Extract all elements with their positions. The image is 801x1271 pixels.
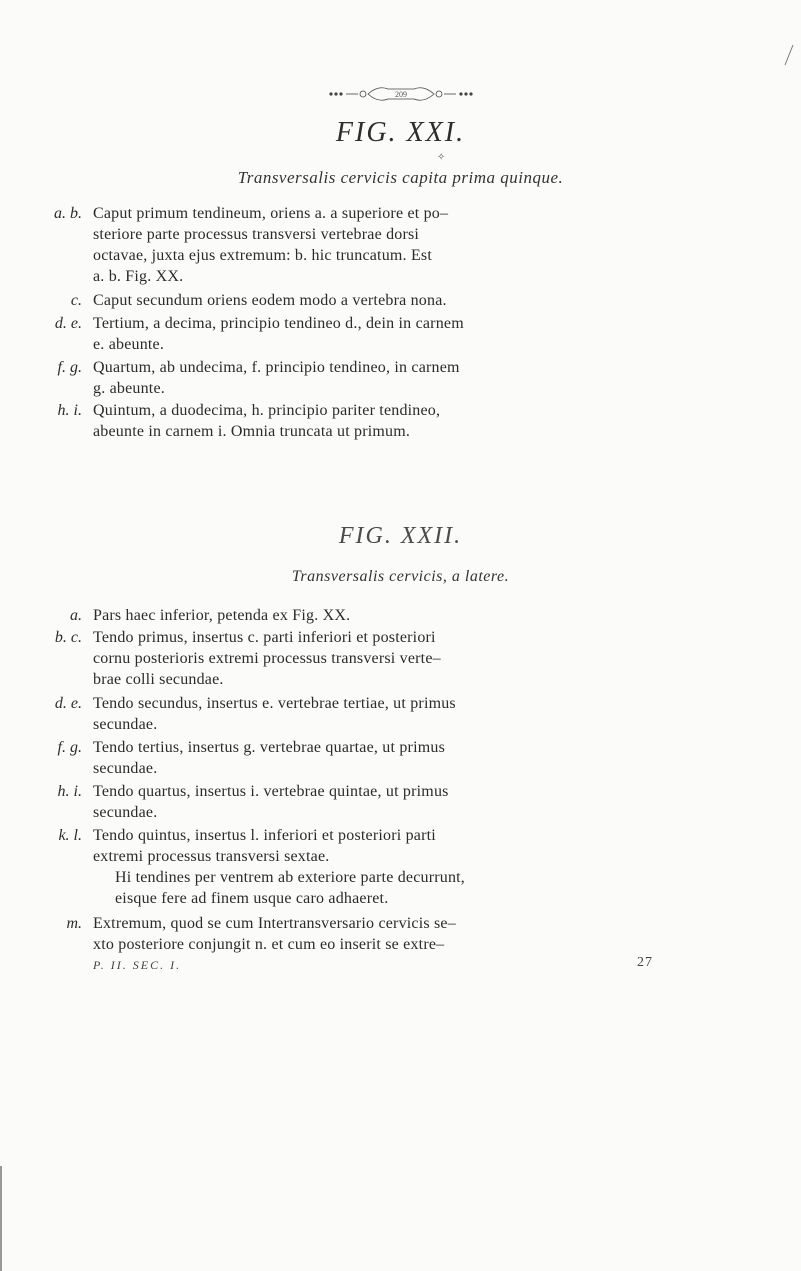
entry-text: Tertium, a decima, principio tendineo d., dein in carnem e. abeunte.: [93, 315, 464, 353]
entry-text: Pars haec inferior, petenda ex Fig. XX.: [93, 607, 351, 624]
scan-edge-line: [0, 1166, 2, 1271]
entry-label: h. i.: [57, 783, 82, 800]
entry-label: b. c.: [54, 629, 82, 646]
entry-text: Tendo primus, insertus c. parti inferiori et posteriori cornu posterioris extremi processus transversi verte– brae colli secundae.: [93, 629, 441, 688]
entry-label: a. b.: [54, 205, 82, 222]
entry-label: d. e.: [54, 315, 82, 332]
entry-text: Tendo secundus, insertus e. vertebrae tertiae, ut primus secundae.: [93, 695, 456, 733]
signature-mark: P. II. SEC. I.: [93, 958, 182, 972]
entry-label: a.: [70, 607, 82, 624]
entry-label: f. g.: [57, 739, 82, 756]
fig21-title: FIG. XXI.: [335, 117, 466, 148]
fig22-title: FIG. XXII.: [338, 523, 463, 549]
fig22-subtitle: Transversalis cervicis, a latere.: [291, 568, 510, 585]
entry-text: Tendo quartus, insertus i. vertebrae quintae, ut primus secundae.: [93, 783, 449, 821]
fig21-subtitle: Transversalis cervicis capita prima quinque.: [237, 168, 564, 187]
entry-label: m.: [66, 915, 82, 932]
entry-label: k. l.: [58, 827, 82, 844]
entry-label: c.: [70, 292, 82, 309]
entry-text: Caput primum tendineum, oriens a. a superiore et po– steriore parte processus transversi vertebrae dorsi octavae, juxta ejus extremum: b. hic truncatum. Est a. b. Fig. XX.: [93, 205, 449, 285]
entry-text: Extremum, quod se cum Intertransversario cervicis se– xto posteriore conjungit n. et cum eo inserit se extre–: [93, 915, 456, 953]
entry-text: Quartum, ab undecima, f. principio tendineo, in carnem g. abeunte.: [93, 359, 460, 397]
entry-text: Tendo quintus, insertus l. inferiori et posteriori parti extremi processus transversi sextae. Hi tendines per ventrem ab exteriore parte decurrunt, eisque fere ad finem usque caro adhaeret.: [93, 827, 466, 907]
entry-text: Tendo tertius, insertus g. vertebrae quartae, ut primus secundae.: [93, 739, 445, 777]
page-number: 27: [637, 955, 653, 970]
entry-label: d. e.: [54, 695, 82, 712]
entry-label: h. i.: [57, 402, 82, 419]
entry-text: Quintum, a duodecima, h. principio pariter tendineo, abeunte in carnem i. Omnia truncata ut primum.: [93, 402, 441, 440]
stray-mark: ✧: [437, 152, 446, 163]
ornament-number: 209: [395, 90, 407, 99]
entry-text: Caput secundum oriens eodem modo a vertebra nona.: [93, 292, 447, 309]
corner-slash-mark: [783, 44, 795, 66]
entry-label: f. g.: [57, 359, 82, 376]
ornament-header-icon: [326, 82, 476, 104]
